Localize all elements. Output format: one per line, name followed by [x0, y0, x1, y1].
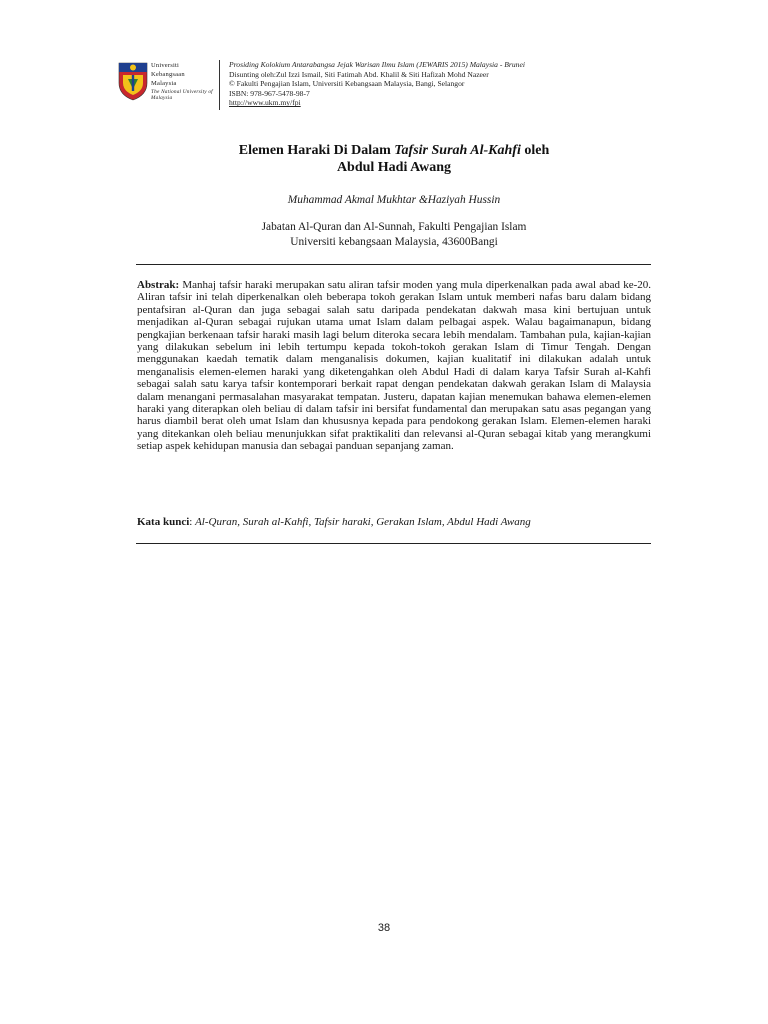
keywords: [137, 516, 651, 529]
logo-line-1: Universiti: [151, 62, 179, 69]
title-prefix: Elemen Haraki Di Dalam: [238, 143, 395, 158]
ukm-crest-icon: [117, 61, 149, 101]
paper-title-line-2: Abdul Hadi Awang: [336, 160, 452, 175]
paper-authors: Muhammad Akmal Mukhtar &Haziyah Hussin: [287, 194, 501, 206]
title-suffix: oleh: [520, 143, 550, 158]
paper-title: [138, 142, 650, 159]
abstract-top-rule: [136, 264, 651, 265]
header-divider: [219, 60, 220, 110]
keywords-label: Kata kunci: [137, 516, 190, 528]
keywords-values: Al-Quran, Surah al-Kahfi, Tafsir haraki, Gerakan Islam, Abdul Hadi Awang: [195, 516, 531, 528]
header-copyright: © Fakulti Pengajian Islam, Universiti Kebangsaan Malaysia, Bangi, Selangor: [229, 79, 465, 89]
logo-line-3: Malaysia: [151, 80, 177, 87]
abstract: [137, 279, 651, 453]
proceedings-header: [229, 60, 629, 108]
page-number: 38: [377, 922, 391, 934]
abstract-label: Abstrak:: [137, 279, 180, 291]
keywords-separator: :: [189, 516, 196, 528]
logo-wordmark: [151, 61, 215, 101]
affiliation-line-1: Jabatan Al-Quran dan Al-Sunnah, Fakulti Pengajian Islam: [261, 221, 527, 233]
logo-line-2: Kebangsaan: [151, 71, 185, 78]
affiliation-line-2: Universiti kebangsaan Malaysia, 43600Bangi: [290, 236, 498, 248]
university-logo: [117, 58, 213, 110]
abstract-text: Manhaj tafsir haraki merupakan satu aliran tafsir moden yang mula diperkenalkan pada awal abad ke-20. Aliran tafsir ini telah diperkenalkan oleh beberapa tokoh gerakan Islam untuk memberi nafas baru dalam bidang pentafsiran al-Quran dan juga sebagai salah satu daripada pendekatan dakwah masa kini bertujuan untuk menjadikan al-Quran sebagai rujukan utama umat Islam dalam pelbagai aspek. Walau bagaimanapun, bidang pengkajian berkenaan tafsir haraki masih lagi belum diteroka secara lebih mendalam. Tambahan pula, kajian-kajian yang dilakukan sebelum ini lebih tertumpu kepada tokoh-tokoh gerakan Islam di Timur Tengah. Dengan menggunakan kaedah tematik dalam menganalisis dokumen, kajian kualitatif ini dilakukan adalah untuk menganalisis elemen-elemen haraki yang diketengahkan oleh Abdul Hadi di dalam karya Tafsir Surah al-Kahfi sebagai salah satu karya tafsir kontemporari berkait rapat dengan pendekatan dakwah gerakan Islam di Malaysia dalam menangani permasalahan masyarakat tempatan. Justeru, dapatan kajian menemukan bahawa elemen-elemen haraki yang diterapkan oleh beliau di dalam tafsir ini bersifat fundamental dan merupakan satu asas pegangan yang harus diambil berat oleh umat Islam dan khususnya kepada para pendokong gerakan Islam. Elemen-elemen haraki yang ditekankan oleh beliau menunjukkan sifat praktikaliti dan relevansi al-Quran sebagai kitab yang merangkumi setiap aspek kehidupan manusia dan sebagai panduan sepanjang zaman.: [137, 279, 651, 453]
header-editors: Disunting oleh:Zul Izzi Ismail, Siti Fatimah Abd. Khalil & Siti Hafizah Mohd Nazeer: [229, 69, 489, 79]
header-link[interactable]: http://www.ukm.my/fpi: [229, 98, 301, 108]
paper-affiliation: [138, 220, 650, 250]
abstract-bottom-rule: [136, 543, 651, 544]
header-proceedings-title: Prosiding Kolokium Antarabangsa Jejak Warisan Ilmu Islam (JEWARIS 2015) Malaysia - Brunei: [229, 60, 525, 69]
title-italic: Tafsir Surah Al-Kahfi: [394, 143, 521, 158]
header-isbn: ISBN: 978-967-5478-98-7: [229, 88, 310, 98]
logo-english: The National University of Malaysia: [151, 89, 213, 101]
